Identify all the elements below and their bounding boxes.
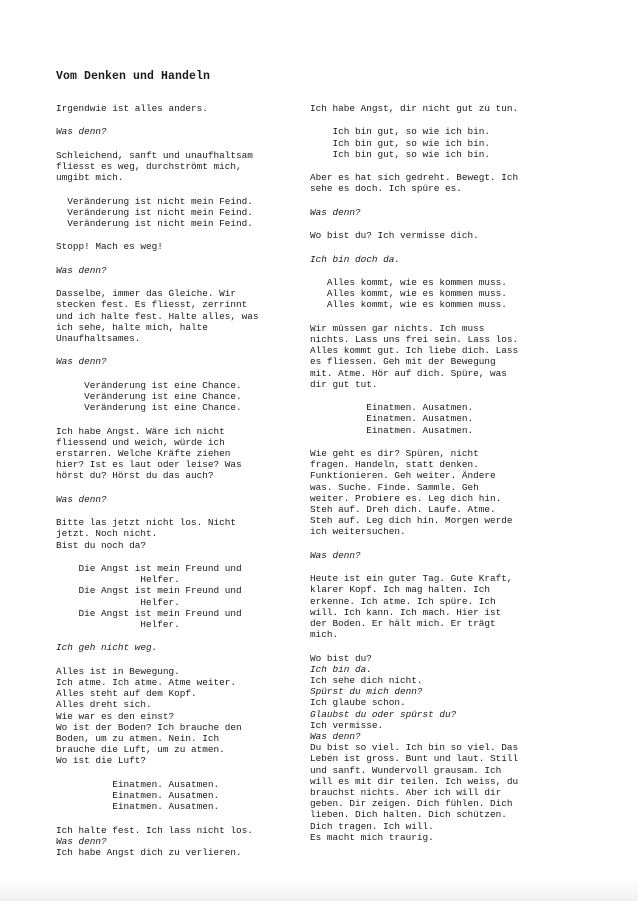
text-block: Die Angst ist mein Freund und Helfer. Die Angst ist mein Freund und Helfer. Die Angst ist mein Freund und Helfer.	[78, 562, 242, 630]
text-block: Wo bist du?	[310, 652, 372, 664]
italic-line: Was denn?	[56, 356, 107, 368]
italic-line: Was denn?	[310, 730, 361, 742]
italic-line: Was denn?	[56, 835, 107, 847]
text-block: Einatmen. Ausatmen. Einatmen. Ausatmen. Einatmen. Ausatmen.	[366, 402, 474, 436]
italic-line: Ich geh nicht weg.	[56, 642, 158, 654]
text-block: Ich habe Angst, dir nicht gut zu tun.	[310, 103, 519, 114]
text-block: Irgendwie ist alles anders.	[56, 103, 208, 114]
text-block: Ich habe Angst. Wäre ich nicht fliessend und weich, würde ich erstarren. Welche Kräfte ziehen hier? Ist es laut oder leise? Was hörst du? Hörst du das auch?	[56, 425, 242, 482]
italic-line: Ich bin doch da.	[310, 253, 401, 265]
italic-line: Glaubst du oder spürst du?	[310, 708, 457, 720]
italic-line: Was denn?	[56, 126, 107, 138]
text-block: Ich sehe dich nicht.	[310, 674, 423, 686]
text-block: Aber es hat sich gedreht. Bewegt. Ich sehe es doch. Ich spüre es.	[310, 172, 519, 195]
text-block: Ich bin gut, so wie ich bin. Ich bin gut, so wie ich bin. Ich bin gut, so wie ich bin.	[332, 126, 491, 160]
text-block: Ich glaube schon.	[310, 697, 406, 709]
left-column	[56, 103, 306, 870]
page-bottom-edge	[0, 879, 638, 901]
italic-line: Was denn?	[310, 549, 361, 561]
text-block: Stopp! Mach es weg!	[56, 241, 163, 253]
right-column	[310, 103, 560, 855]
italic-line: Ich bin da.	[310, 663, 372, 675]
text-block: Wie geht es dir? Spüren, nicht fragen. Handeln, statt denken. Funktionieren. Geh weiter. Ändere was. Suche. Finde. Sammle. Geh weiter. Probiere es. Leg dich hin. Steh auf. Dreh dich. Laufe. Atme. Steh auf. Leg dich hin. Morgen werde ich weitersuchen.	[310, 447, 513, 538]
text-block: Alles ist in Bewegung. Ich atme. Ich atme. Atme weiter. Alles steht auf dem Kopf. Alles dreht sich. Wie war es den einst? Wo ist der Boden? Ich brauche den Boden, um zu atmen. Nein. Ich brauche die Luft, um zu atmen. Wo ist die Luft?	[56, 665, 242, 767]
text-block: Wir müssen gar nichts. Ich muss nichts. Lass uns frei sein. Lass los. Alles kommt gut. Ich liebe dich. Lass es fliessen. Geh mit der Bewegung mit. Atme. Hör auf dich. Spüre, was dir gut tut.	[310, 322, 519, 390]
text-block: Dasselbe, immer das Gleiche. Wir stecken fest. Es fliesst, zerrinnt und ich halte fest. Halte alles, was ich sehe, halte mich, halte Unaufhaltsames.	[56, 288, 259, 344]
text-block: Ich halte fest. Ich lass nicht los.	[56, 824, 253, 836]
text-block: Schleichend, sanft und unaufhaltsam fliesst es weg, durchströmt mich, umgibt mich.	[56, 149, 253, 184]
text-block: Veränderung ist nicht mein Feind. Veränderung ist nicht mein Feind. Veränderung ist nicht mein Feind.	[67, 195, 253, 229]
text-block: Wo bist du? Ich vermisse dich.	[310, 230, 479, 242]
italic-line: Was denn?	[56, 264, 107, 276]
text-block: Einatmen. Ausatmen. Einatmen. Ausatmen. Einatmen. Ausatmen.	[112, 778, 220, 813]
text-block: Bitte las jetzt nicht los. Nicht jetzt. Noch nicht. Bist du noch da?	[56, 517, 237, 551]
text-block: Alles kommt, wie es kommen muss. Alles kommt, wie es kommen muss. Alles kommt, wie es kommen muss.	[326, 276, 507, 311]
poem-title: Vom Denken und Handeln	[56, 70, 211, 83]
text-block: Du bist so viel. Ich bin so viel. Das Leben ist gross. Bunt und laut. Still und sanft. Wundervoll grausam. Ich will es mit dir teilen. Ich weiss, du brauchst nichts. Aber ich will dir geben. Dir zeigen. Dich fühlen. Dich lieben. Dich halten. Dich schützen. Dich tragen. Ich will. Es macht mich traurig.	[310, 742, 519, 843]
italic-line: Was denn?	[56, 493, 107, 505]
text-block: Veränderung ist eine Chance. Veränderung ist eine Chance. Veränderung ist eine Chance.	[84, 379, 242, 414]
text-block: Ich habe Angst dich zu verlieren.	[56, 846, 242, 858]
text-block: Heute ist ein guter Tag. Gute Kraft, klarer Kopf. Ich mag halten. Ich erkenne. Ich atme. Ich spüre. Ich will. Ich kann. Ich mach. Hier ist der Boden. Er hält mich. Er trägt mich.	[310, 573, 513, 641]
italic-line: Was denn?	[310, 206, 361, 218]
italic-line: Spürst du mich denn?	[310, 686, 423, 698]
text-block: Ich vermisse.	[310, 719, 384, 731]
